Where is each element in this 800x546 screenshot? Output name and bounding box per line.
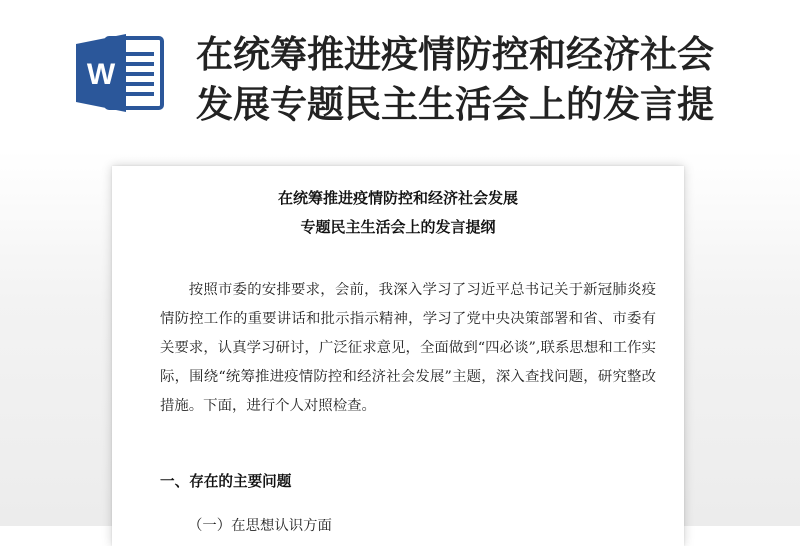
header-title-line-2: 发展专题民主生活会上的发言提	[196, 83, 714, 126]
document-paragraph: 按照市委的安排要求，会前，我深入学习了习近平总书记关于新冠肺炎疫情防控工作的重要讲话和批示指示精神，学习了党中央决策部署和省、市委有关要求，认真学习研讨，广泛征求意见，全面做到“四必谈”,联系思想和工作实际，围绕“统筹推进疫情防控和经济社会发展”主题，深入查找问题，研究整改措施。下面，进行个人对照检查。	[160, 282, 656, 414]
document-page	[112, 166, 684, 546]
subsection-heading: （一）在思想认识方面	[188, 518, 332, 534]
word-document-icon	[76, 32, 164, 114]
header-title	[196, 30, 786, 130]
section-heading: 一、存在的主要问题	[160, 473, 292, 490]
header-title-line-1: 在统筹推进疫情防控和经济社会	[196, 33, 714, 76]
document-title-line-1: 在统筹推进疫情防控和经济社会发展	[277, 189, 518, 207]
word-icon-letter: W	[86, 58, 116, 91]
page-header	[0, 0, 800, 140]
document-title-line-2: 专题民主生活会上的发言提纲	[300, 218, 496, 236]
document-title	[112, 184, 684, 242]
